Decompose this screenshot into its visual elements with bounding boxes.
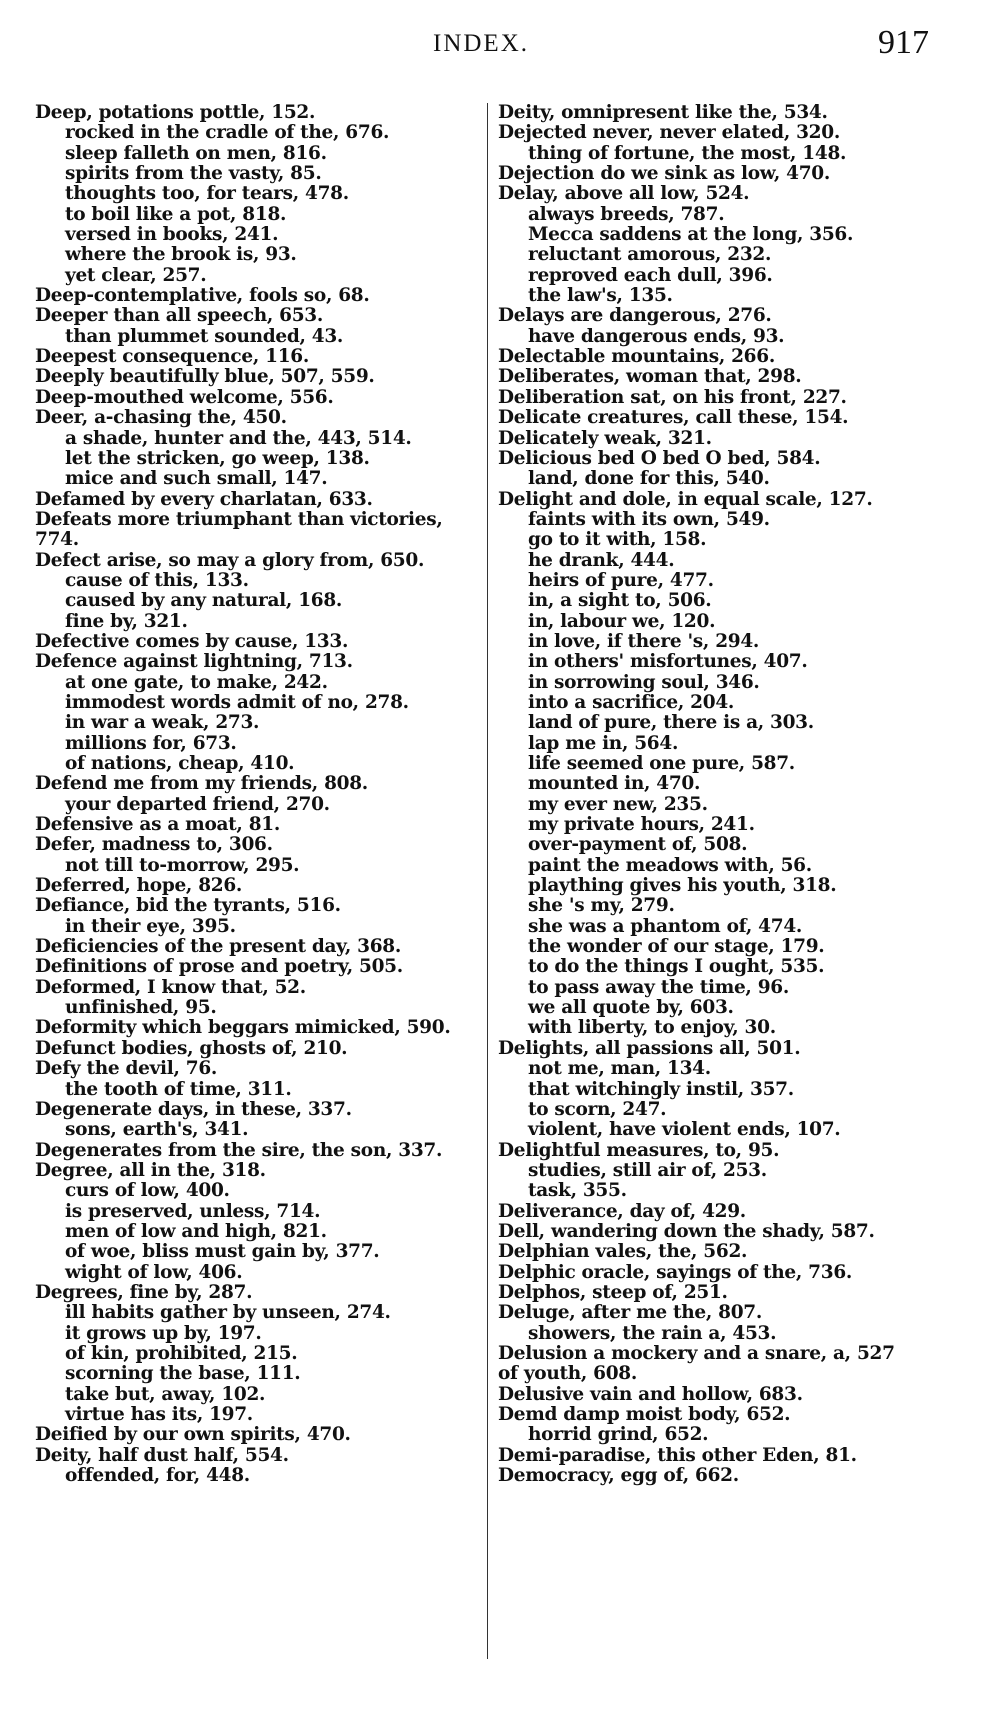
index-entry: Delectable mountains, 266. <box>498 346 775 368</box>
index-subentry: rocked in the cradle of the, 676. <box>65 122 390 144</box>
index-subentry: millions for, 673. <box>65 732 237 754</box>
index-subentry: reproved each dull, 396. <box>528 264 773 286</box>
index-subentry: have dangerous ends, 93. <box>528 325 785 347</box>
index-subentry: to scorn, 247. <box>528 1098 667 1120</box>
index-subentry: violent, have violent ends, 107. <box>528 1119 841 1141</box>
index-subentry: in love, if there 's, 294. <box>528 630 760 652</box>
index-subentry: my private hours, 241. <box>528 814 755 836</box>
index-subentry: to pass away the time, 96. <box>528 976 790 998</box>
index-subentry: to boil like a pot, 818. <box>65 203 287 225</box>
index-entry: Deer, a-chasing the, 450. <box>35 407 287 429</box>
index-subentry: is preserved, unless, 714. <box>65 1200 321 1222</box>
index-entry: Delusive vain and hollow, 683. <box>498 1383 803 1405</box>
index-entry: Deficiencies of the present day, 368. <box>35 936 401 958</box>
index-entry: Delightful measures, to, 95. <box>498 1139 780 1161</box>
index-subentry: scorning the base, 111. <box>65 1363 301 1385</box>
index-subentry: offended, for, 448. <box>65 1465 250 1487</box>
index-subentry: curs of low, 400. <box>65 1180 230 1202</box>
index-subentry: land, done for this, 540. <box>528 468 770 490</box>
index-entry: Demd damp moist body, 652. <box>498 1404 791 1425</box>
index-entry: Deep-mouthed welcome, 556. <box>35 386 334 408</box>
index-subentry: that witchingly instil, 357. <box>528 1078 794 1100</box>
index-entry: Delicate creatures, call these, 154. <box>498 407 849 429</box>
index-entry: Degree, all in the, 318. <box>35 1159 266 1181</box>
index-entry: Deity, half dust half, 554. <box>35 1444 289 1466</box>
index-entry: Defunct bodies, ghosts of, 210. <box>35 1037 348 1059</box>
index-subentry: over-payment of, 508. <box>528 834 748 856</box>
index-entry: Deified by our own spirits, 470. <box>35 1424 351 1446</box>
index-entry: Deliberation sat, on his front, 227. <box>498 386 847 408</box>
index-subentry: sleep falleth on men, 816. <box>65 142 327 164</box>
index-entry: Delights, all passions all, 501. <box>498 1037 801 1059</box>
index-entry: Democracy, egg of, 662. <box>498 1465 739 1487</box>
index-subentry: sons, earth's, 341. <box>65 1119 249 1141</box>
index-subentry: Mecca saddens at the long, 356. <box>528 224 854 246</box>
index-subentry: task, 355. <box>528 1180 627 1202</box>
index-entry: Deformity which beggars mimicked, 590. <box>35 1017 451 1039</box>
index-subentry: caused by any natural, 168. <box>65 590 343 612</box>
index-entry: Defend me from my friends, 808. <box>35 773 368 795</box>
index-subentry: yet clear, 257. <box>65 264 207 286</box>
index-entry: Delphos, steep of, 251. <box>498 1281 728 1303</box>
index-subentry: of woe, bliss must gain by, 377. <box>65 1241 380 1263</box>
index-column-left <box>35 103 485 1486</box>
index-subentry: let the stricken, go weep, 138. <box>65 447 370 469</box>
index-subentry: fine by, 321. <box>65 610 188 632</box>
index-subentry: than plummet sounded, 43. <box>65 325 344 347</box>
index-entry: Delphic oracle, sayings of the, 736. <box>498 1261 853 1283</box>
index-subentry: thing of fortune, the most, 148. <box>528 142 847 164</box>
index-subentry: unfinished, 95. <box>65 997 217 1019</box>
index-subentry: men of low and high, 821. <box>65 1220 327 1242</box>
index-entry: Defective comes by cause, 133. <box>35 630 349 652</box>
index-entry: Deferred, hope, 826. <box>35 875 243 897</box>
index-subentry: immodest words admit of no, 278. <box>65 691 409 713</box>
index-subentry: horrid grind, 652. <box>528 1424 709 1446</box>
index-subentry: she 's my, 279. <box>528 895 675 917</box>
index-entry: Delphian vales, the, 562. <box>498 1241 748 1263</box>
index-subentry: studies, still air of, 253. <box>528 1159 767 1181</box>
index-entry: Defamed by every charlatan, 633. <box>35 488 373 510</box>
index-subentry: at one gate, to make, 242. <box>65 671 328 693</box>
index-entry: Degenerates from the sire, the son, 337. <box>35 1139 443 1161</box>
index-entry: Delay, above all low, 524. <box>498 183 750 205</box>
index-subentry: where the brook is, 93. <box>65 244 297 266</box>
index-entry: Dell, wandering down the shady, 587. <box>498 1220 875 1242</box>
index-entry: Deity, omnipresent like the, 534. <box>498 102 828 123</box>
index-entry: Deep-contemplative, fools so, 68. <box>35 285 370 307</box>
index-column-right <box>498 103 898 1486</box>
index-entry: Defiance, bid the tyrants, 516. <box>35 895 341 917</box>
index-entry: Deeply beautifully blue, 507, 559. <box>35 366 375 388</box>
index-subentry: the wonder of our stage, 179. <box>528 936 825 958</box>
index-subentry: ill habits gather by unseen, 274. <box>65 1302 391 1324</box>
index-subentry: virtue has its, 197. <box>65 1404 253 1425</box>
index-entry: Deliverance, day of, 429. <box>498 1200 746 1222</box>
index-entry: Degrees, fine by, 287. <box>35 1281 253 1303</box>
index-entry: Defer, madness to, 306. <box>35 834 273 856</box>
index-subentry: it grows up by, 197. <box>65 1322 262 1344</box>
index-subentry: always breeds, 787. <box>528 203 725 225</box>
index-subentry: in others' misfortunes, 407. <box>528 651 808 673</box>
index-subentry: not till to-morrow, 295. <box>65 854 300 876</box>
index-subentry: reluctant amorous, 232. <box>528 244 772 266</box>
index-entry: Delays are dangerous, 276. <box>498 305 772 327</box>
index-entry: Delicious bed O bed O bed, 584. <box>498 447 821 469</box>
index-entry: Deep, potations pottle, 152. <box>35 102 316 123</box>
column-divider <box>487 103 488 1659</box>
index-entry: Defensive as a moat, 81. <box>35 814 280 836</box>
index-subentry: showers, the rain a, 453. <box>528 1322 777 1344</box>
index-subentry: your departed friend, 270. <box>65 793 330 815</box>
index-entry: Dejected never, never elated, 320. <box>498 122 840 144</box>
index-entry: Deliberates, woman that, 298. <box>498 366 802 388</box>
index-subentry: spirits from the vasty, 85. <box>65 163 322 185</box>
index-subentry: the law's, 135. <box>528 285 673 307</box>
index-subentry: land of pure, there is a, 303. <box>528 712 814 734</box>
index-subentry: the tooth of time, 311. <box>65 1078 292 1100</box>
index-entry: Defy the devil, 76. <box>35 1058 218 1080</box>
index-subentry: take but, away, 102. <box>65 1383 266 1405</box>
index-subentry: plaything gives his youth, 318. <box>528 875 837 897</box>
index-entry: Demi-paradise, this other Eden, 81. <box>498 1444 857 1466</box>
index-subentry: to do the things I ought, 535. <box>528 956 825 978</box>
index-subentry: go to it with, 158. <box>528 529 707 551</box>
index-subentry: thoughts too, for tears, 478. <box>65 183 349 205</box>
index-subentry: we all quote by, 603. <box>528 997 734 1019</box>
index-entry: Definitions of prose and poetry, 505. <box>35 956 403 978</box>
index-subentry: into a sacrifice, 204. <box>528 691 735 713</box>
index-entry: Delusion a mockery and a snare, a, 527 <box>498 1342 895 1364</box>
index-entry: Deepest consequence, 116. <box>35 346 310 368</box>
index-subentry: wight of low, 406. <box>65 1261 243 1283</box>
index-subentry: 774. <box>35 529 79 551</box>
index-subentry: in their eye, 395. <box>65 915 236 937</box>
index-entry: Deformed, I know that, 52. <box>35 976 306 998</box>
index-subentry: mice and such small, 147. <box>65 468 328 490</box>
page-number: 917 <box>878 24 929 61</box>
index-subentry: in, a sight to, 506. <box>528 590 712 612</box>
index-entry: Dejection do we sink as low, 470. <box>498 163 831 185</box>
index-subentry: a shade, hunter and the, 443, 514. <box>65 427 412 449</box>
index-subentry: in war a weak, 273. <box>65 712 260 734</box>
index-subentry: of nations, cheap, 410. <box>65 753 295 774</box>
index-subentry: he drank, 444. <box>528 549 675 571</box>
index-subentry: my ever new, 235. <box>528 793 708 815</box>
index-entry: Defeats more triumphant than victories, <box>35 508 443 530</box>
index-subentry: cause of this, 133. <box>65 569 249 591</box>
index-subentry: she was a phantom of, 474. <box>528 915 803 937</box>
index-subentry: not me, man, 134. <box>528 1058 711 1080</box>
index-entry: Defence against lightning, 713. <box>35 651 353 673</box>
index-subentry: with liberty, to enjoy, 30. <box>528 1017 776 1039</box>
index-subentry: mounted in, 470. <box>528 773 701 795</box>
page-header <box>0 24 1000 64</box>
page-title: INDEX. <box>433 30 530 57</box>
index-entry: Deluge, after me the, 807. <box>498 1302 763 1324</box>
index-entry: Deeper than all speech, 653. <box>35 305 323 327</box>
index-subentry: heirs of pure, 477. <box>528 569 714 591</box>
index-entry: Defect arise, so may a glory from, 650. <box>35 549 425 571</box>
index-subentry: of kin, prohibited, 215. <box>65 1342 298 1364</box>
index-subentry: in, labour we, 120. <box>528 610 716 632</box>
index-subentry: life seemed one pure, 587. <box>528 753 795 774</box>
index-subentry: lap me in, 564. <box>528 732 679 754</box>
index-entry: Degenerate days, in these, 337. <box>35 1098 352 1120</box>
index-subentry: in sorrowing soul, 346. <box>528 671 760 693</box>
index-entry: Delicately weak, 321. <box>498 427 712 449</box>
index-entry: Delight and dole, in equal scale, 127. <box>498 488 873 510</box>
index-subentry: faints with its own, 549. <box>528 508 770 530</box>
index-subentry: versed in books, 241. <box>65 224 279 246</box>
index-subentry: of youth, 608. <box>498 1363 638 1385</box>
index-subentry: paint the meadows with, 56. <box>528 854 812 876</box>
